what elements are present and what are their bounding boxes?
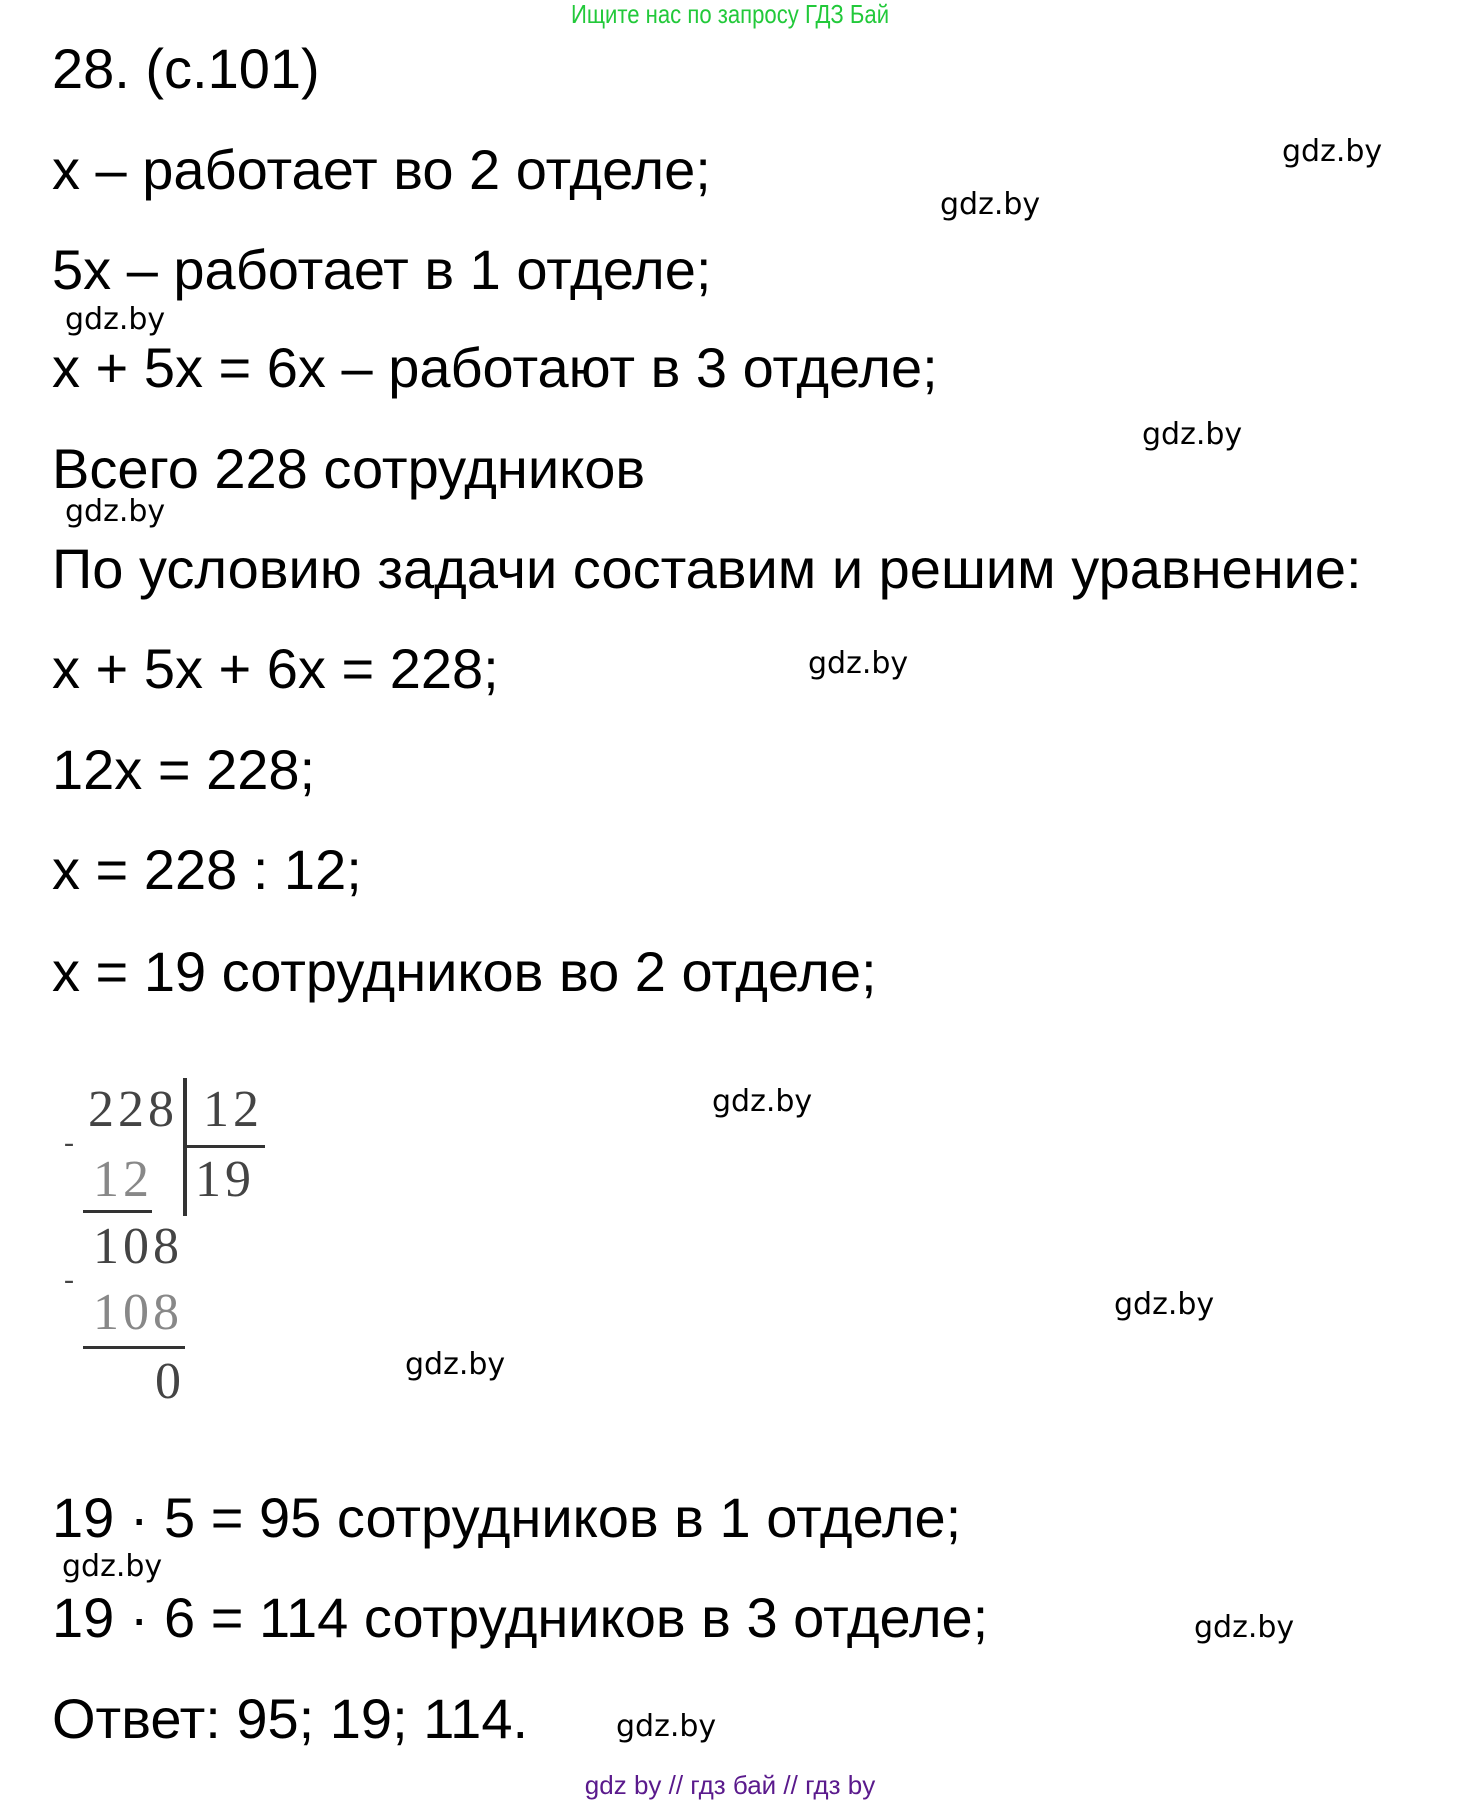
solution-line-5: По условию задачи составим и решим уравнение: bbox=[52, 537, 1362, 600]
watermark: gdz.by bbox=[1194, 1610, 1295, 1645]
result-line-1: 19 · 5 = 95 сотрудников в 1 отделе; bbox=[52, 1486, 962, 1549]
subtrahend-2: 108 bbox=[93, 1284, 183, 1341]
subtraction-line-1 bbox=[83, 1210, 152, 1213]
watermark: gdz.by bbox=[65, 302, 166, 337]
result-line-2: 19 · 6 = 114 сотрудников в 3 отделе; bbox=[52, 1586, 989, 1649]
equation-line-1: x + 5x + 6x = 228; bbox=[52, 637, 499, 700]
equation-line-2: 12x = 228; bbox=[52, 738, 316, 801]
watermark: gdz.by bbox=[808, 646, 909, 681]
solution-line-4: Всего 228 сотрудников bbox=[52, 437, 646, 500]
solution-line-1: x – работает во 2 отделе; bbox=[52, 138, 711, 201]
watermark: gdz.by bbox=[405, 1347, 506, 1382]
remainder-final: 0 bbox=[155, 1353, 185, 1410]
solution-line-3: x + 5x = 6x – работают в 3 отделе; bbox=[52, 336, 938, 399]
minus-sign: - bbox=[64, 1126, 78, 1159]
watermark: gdz.by bbox=[62, 1549, 163, 1584]
watermark: gdz.by bbox=[1282, 134, 1383, 169]
watermark: gdz.by bbox=[65, 494, 166, 529]
subtrahend-1: 12 bbox=[93, 1151, 153, 1208]
equation-line-4: x = 19 сотрудников во 2 отделе; bbox=[52, 940, 877, 1003]
remainder-1: 108 bbox=[93, 1218, 183, 1275]
equation-line-3: x = 228 : 12; bbox=[52, 838, 362, 901]
divisor: 12 bbox=[203, 1081, 263, 1138]
solution-line-2: 5x – работает в 1 отделе; bbox=[52, 238, 712, 301]
watermark: gdz.by bbox=[712, 1084, 813, 1119]
quotient: 19 bbox=[195, 1151, 255, 1208]
watermark: gdz.by bbox=[940, 187, 1041, 222]
watermark: gdz.by bbox=[1142, 417, 1243, 452]
problem-title: 28. (с.101) bbox=[52, 37, 320, 100]
minus-sign: - bbox=[64, 1263, 78, 1296]
subtraction-line-2 bbox=[83, 1346, 185, 1349]
quotient-line bbox=[185, 1145, 265, 1148]
watermark: gdz.by bbox=[616, 1709, 717, 1744]
search-hint-banner: Ищите нас по запросу ГДЗ Бай bbox=[570, 0, 890, 29]
answer-line: Ответ: 95; 19; 114. bbox=[52, 1687, 529, 1750]
watermark: gdz.by bbox=[1114, 1287, 1215, 1322]
footer-links: gdz by // гдз бай // гдз by bbox=[584, 1770, 876, 1800]
dividend: 228 bbox=[88, 1081, 178, 1138]
